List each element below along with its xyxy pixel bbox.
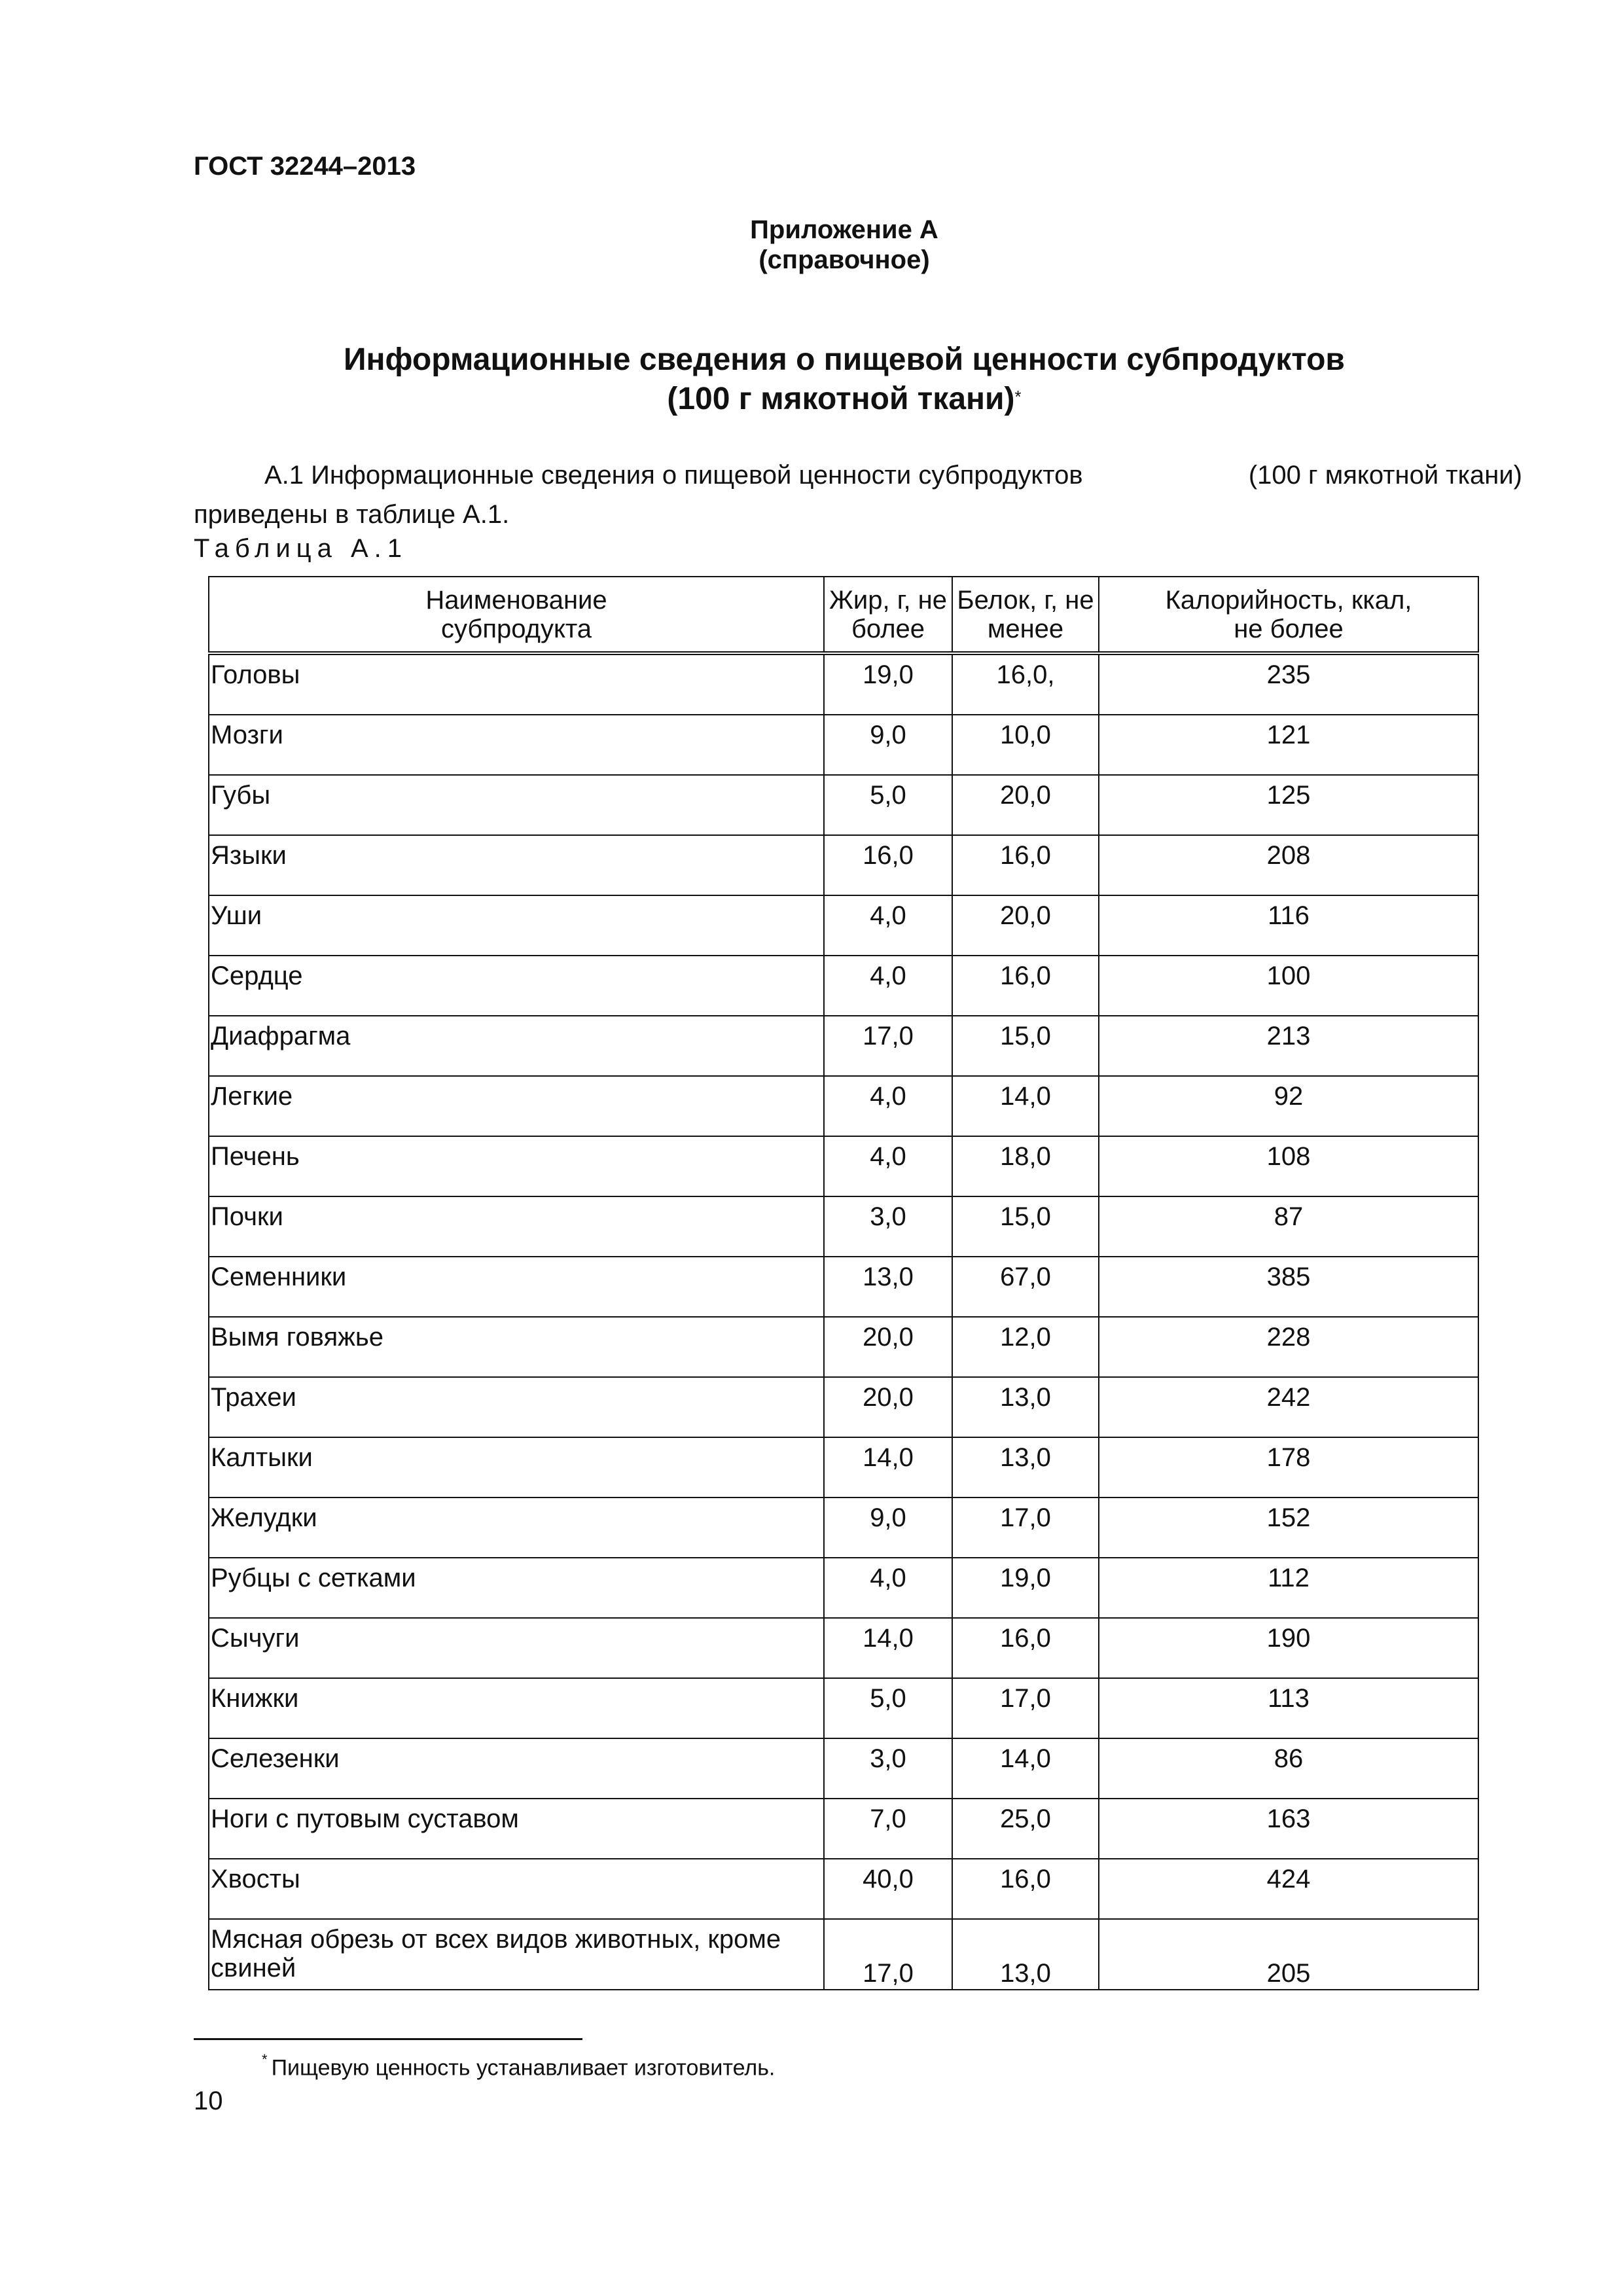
- cell-fat: 40,0: [824, 1859, 952, 1919]
- table-row: [209, 1317, 1478, 1377]
- cell-calories: 92: [1099, 1076, 1478, 1136]
- cell-name: Головы: [209, 653, 824, 715]
- cell-fat: 17,0: [824, 1919, 952, 1990]
- cell-calories: 178: [1099, 1437, 1478, 1498]
- cell-protein: 20,0: [952, 775, 1099, 835]
- cell-fat: 4,0: [824, 1136, 952, 1196]
- table-row: [209, 1859, 1478, 1919]
- cell-name: Уши: [209, 895, 824, 956]
- cell-protein: 14,0: [952, 1738, 1099, 1799]
- cell-fat: 4,0: [824, 956, 952, 1016]
- cell-fat: 4,0: [824, 1558, 952, 1618]
- cell-protein: 16,0: [952, 835, 1099, 895]
- table-row: [209, 1016, 1478, 1076]
- cell-name: Мозги: [209, 715, 824, 775]
- cell-name: Трахеи: [209, 1377, 824, 1437]
- title-footnote-mark: *: [1014, 387, 1022, 406]
- table-row: [209, 895, 1478, 956]
- cell-calories: 385: [1099, 1257, 1478, 1317]
- table-row: [209, 715, 1478, 775]
- cell-name: Ноги с путовым суставом: [209, 1799, 824, 1859]
- cell-name: Диафрагма: [209, 1016, 824, 1076]
- header-protein: Белок, г, не менее: [952, 577, 1099, 653]
- cell-calories: 116: [1099, 895, 1478, 956]
- cell-calories: 87: [1099, 1196, 1478, 1257]
- table-body: [209, 653, 1478, 1990]
- title-line-1: Информационные сведения о пищевой ценности субпродуктов: [344, 342, 1345, 377]
- cell-name: Семенники: [209, 1257, 824, 1317]
- cell-calories: 424: [1099, 1859, 1478, 1919]
- footnote: [262, 2051, 776, 2081]
- table-row: [209, 1558, 1478, 1618]
- cell-name: Языки: [209, 835, 824, 895]
- intro-line-1: [194, 456, 1522, 495]
- cell-protein: 17,0: [952, 1678, 1099, 1738]
- page-number: 10: [194, 2087, 223, 2115]
- table-row: [209, 1196, 1478, 1257]
- cell-name: Сычуги: [209, 1618, 824, 1678]
- cell-protein: 13,0: [952, 1919, 1099, 1990]
- appendix-heading: [0, 215, 1623, 275]
- cell-name: Легкие: [209, 1076, 824, 1136]
- cell-fat: 13,0: [824, 1257, 952, 1317]
- table-row: [209, 1257, 1478, 1317]
- table-row: [209, 1437, 1478, 1498]
- table-header-row: [209, 577, 1478, 653]
- intro-paragraph: [194, 456, 1522, 534]
- table-caption: Таблица А.1: [194, 534, 408, 563]
- cell-calories: 213: [1099, 1016, 1478, 1076]
- table-row: [209, 775, 1478, 835]
- cell-calories: 228: [1099, 1317, 1478, 1377]
- cell-calories: 152: [1099, 1498, 1478, 1558]
- cell-name: Хвосты: [209, 1859, 824, 1919]
- cell-name: Губы: [209, 775, 824, 835]
- table-row: [209, 1618, 1478, 1678]
- footnote-mark: *: [262, 2051, 268, 2068]
- table-row: [209, 835, 1478, 895]
- cell-calories: 86: [1099, 1738, 1478, 1799]
- table-row: [209, 1136, 1478, 1196]
- header-calories: Калорийность, ккал, не более: [1099, 577, 1478, 653]
- intro-text-b: (100 г мякотной ткани): [1248, 461, 1522, 490]
- cell-name: Мясная обрезь от всех видов животных, кроме свиней: [209, 1919, 824, 1990]
- cell-fat: 3,0: [824, 1196, 952, 1257]
- cell-fat: 20,0: [824, 1317, 952, 1377]
- table-row: [209, 1377, 1478, 1437]
- table-row: [209, 1678, 1478, 1738]
- table-row: [209, 653, 1478, 715]
- title-line-2: (100 г мякотной ткани)*: [667, 382, 1022, 416]
- cell-calories: 242: [1099, 1377, 1478, 1437]
- cell-protein: 13,0: [952, 1377, 1099, 1437]
- cell-calories: 112: [1099, 1558, 1478, 1618]
- table-row: [209, 1738, 1478, 1799]
- cell-protein: 12,0: [952, 1317, 1099, 1377]
- footnote-divider: [194, 2038, 582, 2040]
- appendix-label: Приложение А: [750, 215, 938, 244]
- cell-protein: 15,0: [952, 1016, 1099, 1076]
- cell-protein: 16,0: [952, 1618, 1099, 1678]
- cell-protein: 17,0: [952, 1498, 1099, 1558]
- cell-fat: 19,0: [824, 653, 952, 715]
- cell-name: Калтыки: [209, 1437, 824, 1498]
- header-name: Наименование субпродукта: [209, 577, 824, 653]
- table-row: [209, 956, 1478, 1016]
- cell-fat: 7,0: [824, 1799, 952, 1859]
- cell-fat: 4,0: [824, 895, 952, 956]
- cell-name: Рубцы с сетками: [209, 1558, 824, 1618]
- cell-fat: 4,0: [824, 1076, 952, 1136]
- cell-calories: 190: [1099, 1618, 1478, 1678]
- cell-calories: 113: [1099, 1678, 1478, 1738]
- cell-calories: 163: [1099, 1799, 1478, 1859]
- cell-calories: 121: [1099, 715, 1478, 775]
- table-row: [209, 1799, 1478, 1859]
- appendix-type: (справочное): [758, 245, 930, 274]
- cell-name: Желудки: [209, 1498, 824, 1558]
- cell-name: Почки: [209, 1196, 824, 1257]
- cell-calories: 108: [1099, 1136, 1478, 1196]
- section-title: [0, 340, 1623, 419]
- cell-protein: 15,0: [952, 1196, 1099, 1257]
- cell-fat: 9,0: [824, 1498, 952, 1558]
- cell-fat: 14,0: [824, 1437, 952, 1498]
- cell-fat: 5,0: [824, 1678, 952, 1738]
- document-standard-number: ГОСТ 32244–2013: [194, 152, 416, 181]
- cell-fat: 3,0: [824, 1738, 952, 1799]
- cell-protein: 67,0: [952, 1257, 1099, 1317]
- cell-fat: 20,0: [824, 1377, 952, 1437]
- cell-protein: 10,0: [952, 715, 1099, 775]
- cell-protein: 16,0: [952, 1859, 1099, 1919]
- cell-protein: 16,0: [952, 956, 1099, 1016]
- cell-protein: 18,0: [952, 1136, 1099, 1196]
- cell-fat: 9,0: [824, 715, 952, 775]
- nutrition-table: [208, 576, 1479, 1990]
- cell-protein: 19,0: [952, 1558, 1099, 1618]
- cell-calories: 100: [1099, 956, 1478, 1016]
- cell-fat: 16,0: [824, 835, 952, 895]
- header-fat: Жир, г, не более: [824, 577, 952, 653]
- intro-line-2: приведены в таблице А.1.: [194, 500, 510, 529]
- cell-calories: 235: [1099, 653, 1478, 715]
- cell-protein: 13,0: [952, 1437, 1099, 1498]
- cell-protein: 25,0: [952, 1799, 1099, 1859]
- cell-protein: 20,0: [952, 895, 1099, 956]
- cell-name: Селезенки: [209, 1738, 824, 1799]
- cell-name: Вымя говяжье: [209, 1317, 824, 1377]
- cell-fat: 17,0: [824, 1016, 952, 1076]
- cell-protein: 16,0,: [952, 653, 1099, 715]
- cell-name: Книжки: [209, 1678, 824, 1738]
- cell-calories: 208: [1099, 835, 1478, 895]
- cell-fat: 5,0: [824, 775, 952, 835]
- table-row: [209, 1498, 1478, 1558]
- intro-text-a: А.1 Информационные сведения о пищевой ценности субпродуктов: [264, 461, 1083, 490]
- cell-name: Сердце: [209, 956, 824, 1016]
- cell-calories: 125: [1099, 775, 1478, 835]
- table-row: [209, 1919, 1478, 1990]
- cell-calories: 205: [1099, 1919, 1478, 1990]
- cell-fat: 14,0: [824, 1618, 952, 1678]
- cell-name: Печень: [209, 1136, 824, 1196]
- footnote-text: Пищевую ценность устанавливает изготовитель.: [271, 2055, 776, 2081]
- table-row: [209, 1076, 1478, 1136]
- cell-protein: 14,0: [952, 1076, 1099, 1136]
